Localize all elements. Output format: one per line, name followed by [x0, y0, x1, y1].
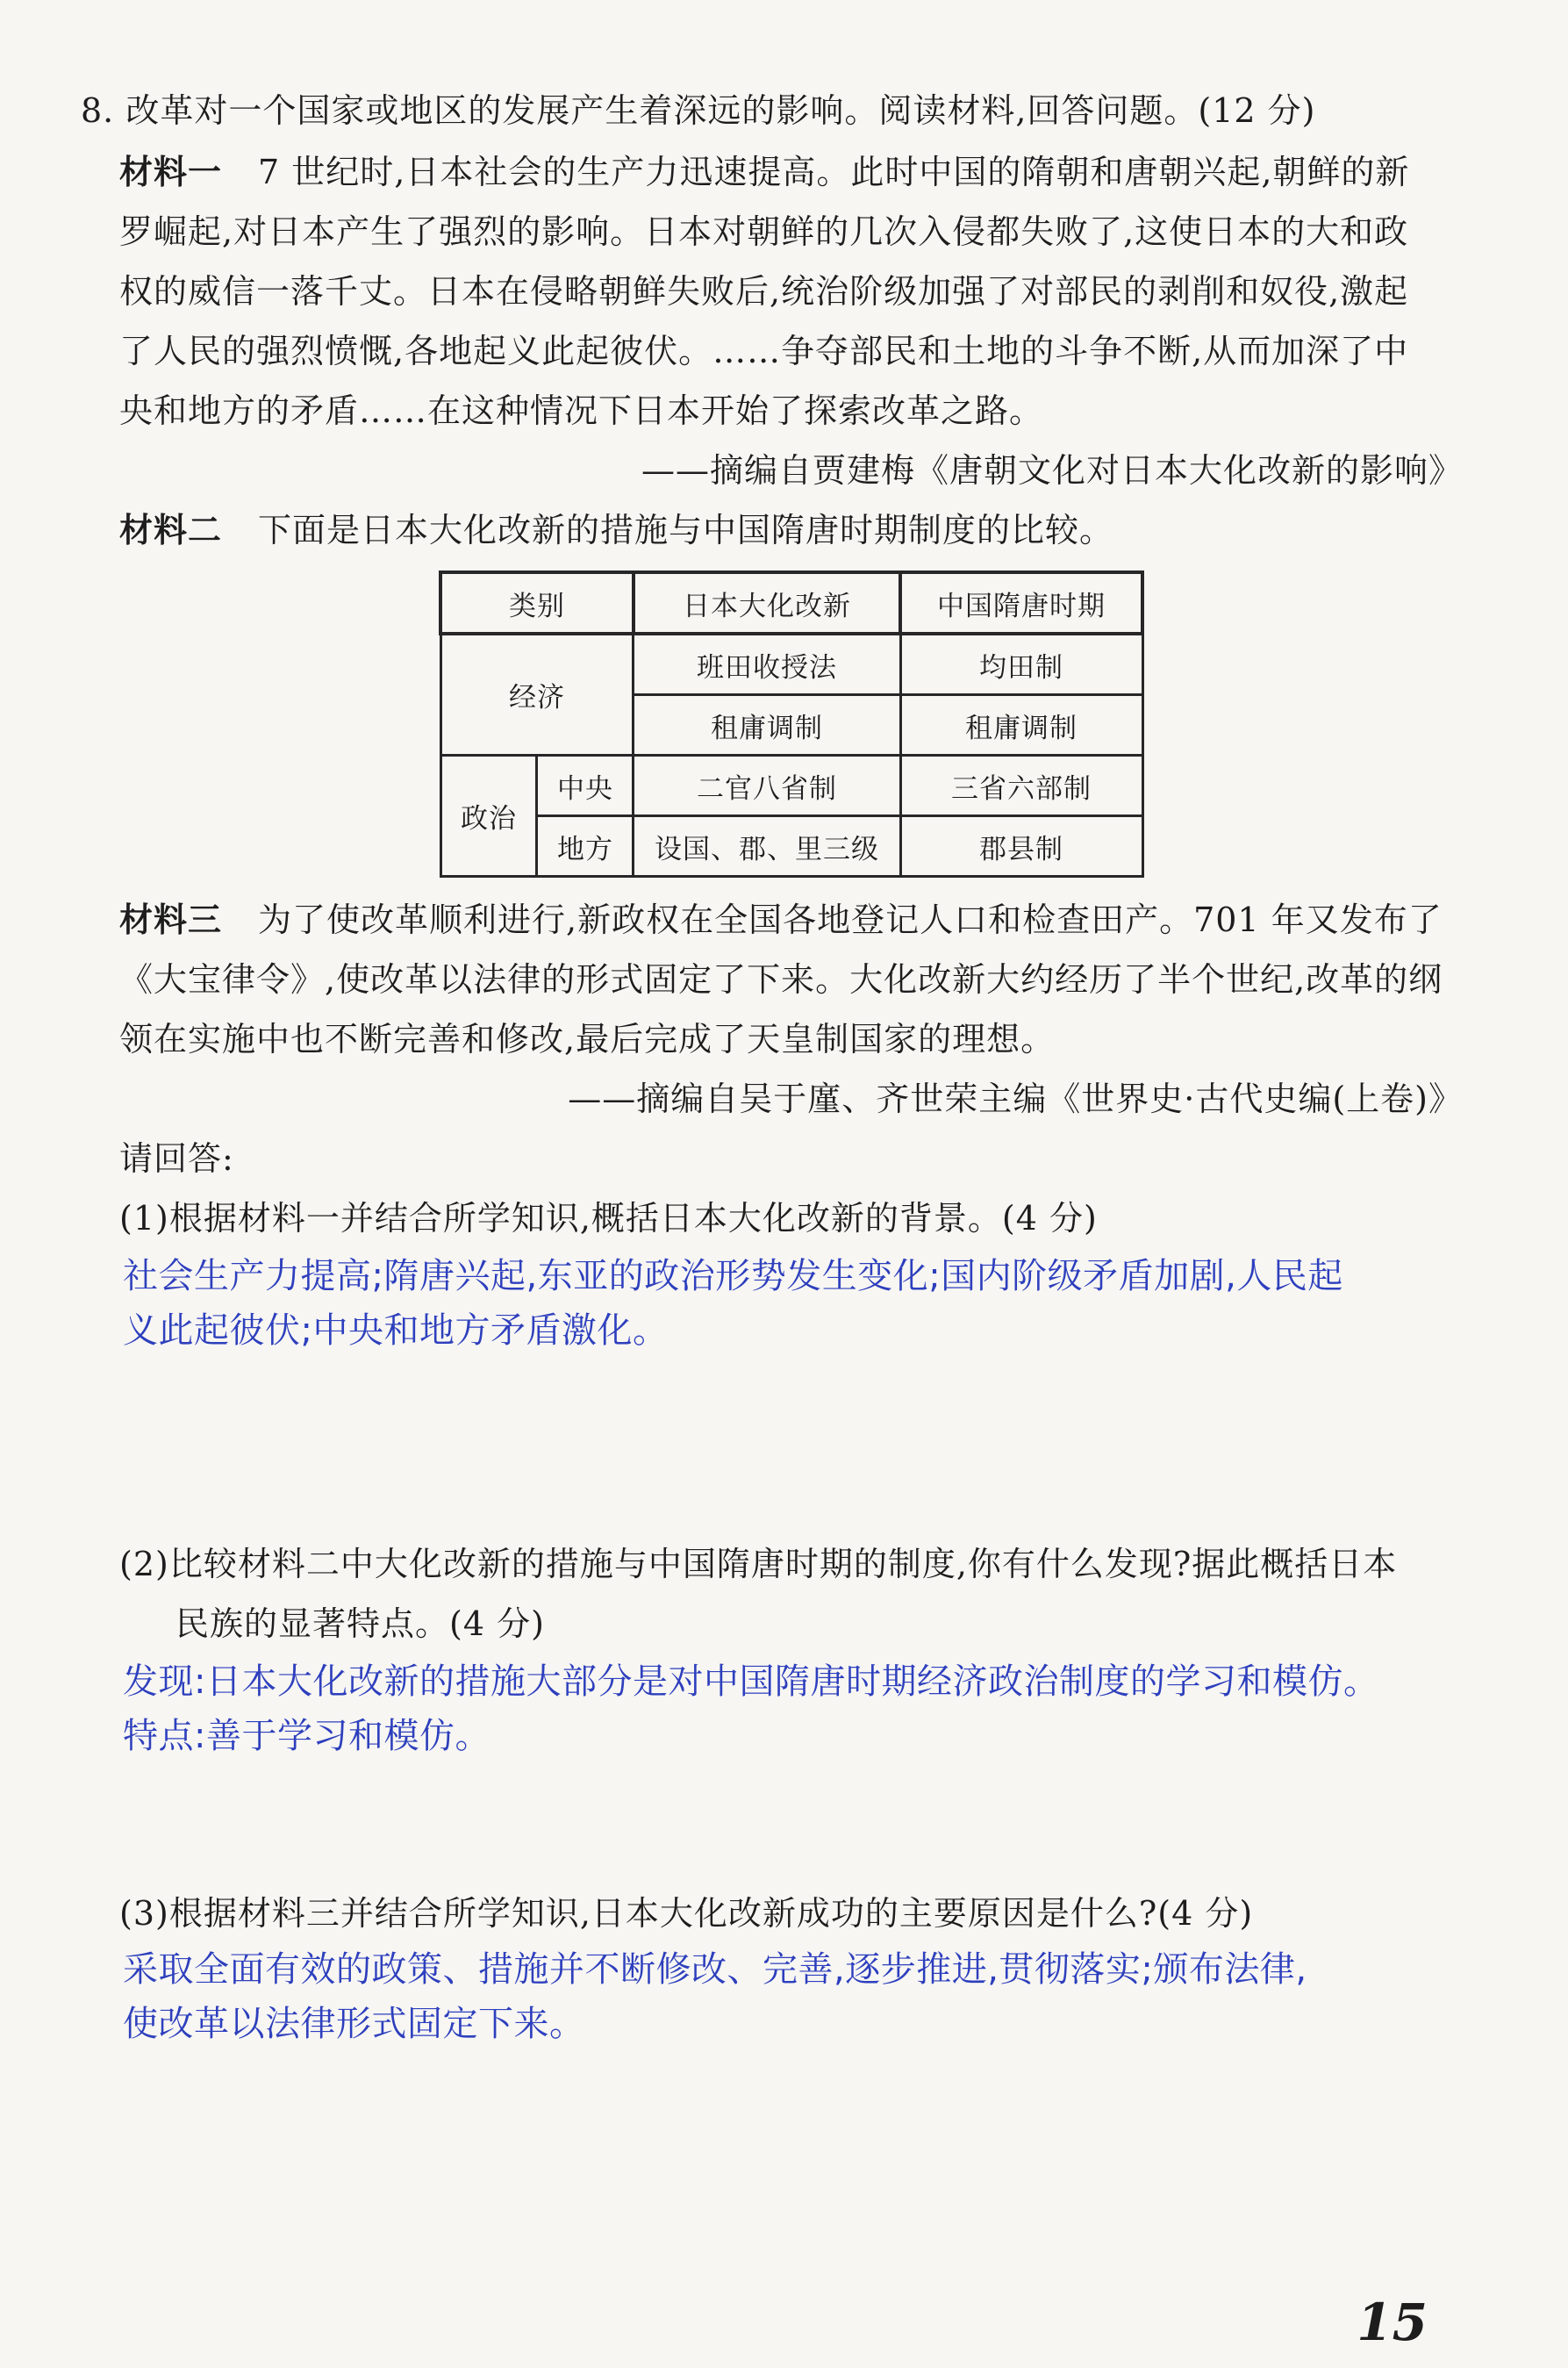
local-subcategory: 地方	[537, 816, 634, 877]
material1-line-2: 罗崛起,对日本产生了强烈的影响。日本对朝鲜的几次入侵都失败了,这使日本的大和政	[119, 212, 1409, 251]
page-number: 15	[1357, 2293, 1428, 2352]
material2-label: 材料二	[119, 510, 223, 549]
subquestion-2-line-2: 民族的显著特点。(4 分)	[175, 1604, 545, 1643]
material3-source: ——摘编自吴于廑、齐世荣主编《世界史·古代史编(上卷)》	[568, 1080, 1463, 1118]
answer-2-line-1: 发现:日本大化改新的措施大部分是对中国隋唐时期经济政治制度的学习和模仿。	[123, 1661, 1379, 1702]
table-cell: 租庸调制	[634, 695, 900, 756]
table-cell: 租庸调制	[900, 695, 1142, 756]
comparison-table	[439, 570, 1144, 878]
table-row	[440, 816, 1142, 877]
material3-line-2: 《大宝律令》,使改革以法律的形式固定了下来。大化改新大约经历了半个世纪,改革的纲	[119, 960, 1443, 999]
answer-1-line-1: 社会生产力提高;隋唐兴起,东亚的政治形势发生变化;国内阶级矛盾加剧,人民起	[123, 1256, 1343, 1296]
material1-source: ——摘编自贾建梅《唐朝文化对日本大化改新的影响》	[641, 451, 1463, 490]
material3-line-3: 领在实施中也不断完善和修改,最后完成了天皇制国家的理想。	[119, 1020, 1056, 1058]
table-cell: 郡县制	[900, 816, 1142, 877]
table-cell: 三省六部制	[900, 756, 1142, 816]
material3-label: 材料三	[119, 900, 223, 939]
table-cell: 二官八省制	[634, 756, 900, 816]
table-row	[440, 756, 1142, 816]
header-china-sui-tang: 中国隋唐时期	[900, 572, 1142, 634]
material2-intro: 下面是日本大化改新的措施与中国隋唐时期制度的比较。	[258, 511, 1114, 549]
header-japan-reform: 日本大化改新	[634, 572, 900, 634]
table-cell: 班田收授法	[634, 634, 900, 695]
subquestion-3: (3)根据材料三并结合所学知识,日本大化改新成功的主要原因是什么?(4 分)	[119, 1894, 1254, 1933]
header-category: 类别	[440, 572, 634, 634]
answer-2-line-2: 特点:善于学习和模仿。	[123, 1716, 490, 1756]
economy-category: 经济	[440, 634, 634, 756]
subquestion-2-line-1: (2)比较材料二中大化改新的措施与中国隋唐时期的制度,你有什么发现?据此概括日本	[119, 1545, 1398, 1583]
material1-line-1: 7 世纪时,日本社会的生产力迅速提高。此时中国的隋朝和唐朝兴起,朝鲜的新	[258, 153, 1410, 191]
answer-1-line-2: 义此起彼伏;中央和地方矛盾激化。	[123, 1310, 669, 1351]
answer-prompt: 请回答:	[119, 1139, 234, 1178]
material3-line-1: 为了使改革顺利进行,新政权在全国各地登记人口和检查田产。701 年又发布了	[258, 901, 1443, 939]
material1-line-4: 了人民的强烈愤慨,各地起义此起彼伏。……争夺部民和土地的斗争不断,从而加深了中	[119, 332, 1409, 370]
table-cell: 均田制	[900, 634, 1142, 695]
table-row	[440, 634, 1142, 695]
material1-line-5: 央和地方的矛盾……在这种情况下日本开始了探索改革之路。	[119, 391, 1044, 430]
subquestion-1: (1)根据材料一并结合所学知识,概括日本大化改新的背景。(4 分)	[119, 1199, 1098, 1238]
answer-3-line-1: 采取全面有效的政策、措施并不断修改、完善,逐步推进,贯彻落实;颁布法律,	[123, 1949, 1307, 1990]
material1-line-3: 权的威信一落千丈。日本在侵略朝鲜失败后,统治阶级加强了对部民的剥削和奴役,激起	[119, 272, 1409, 311]
material1-label: 材料一	[119, 152, 223, 191]
table-header-row	[440, 572, 1142, 634]
politics-category: 政治	[440, 756, 537, 877]
table-cell: 设国、郡、里三级	[634, 816, 900, 877]
central-subcategory: 中央	[537, 756, 634, 816]
answer-3-line-2: 使改革以法律形式固定下来。	[123, 2004, 585, 2044]
question-stem: 8. 改革对一个国家或地区的发展产生着深远的影响。阅读材料,回答问题。(12 分)	[81, 91, 1316, 130]
